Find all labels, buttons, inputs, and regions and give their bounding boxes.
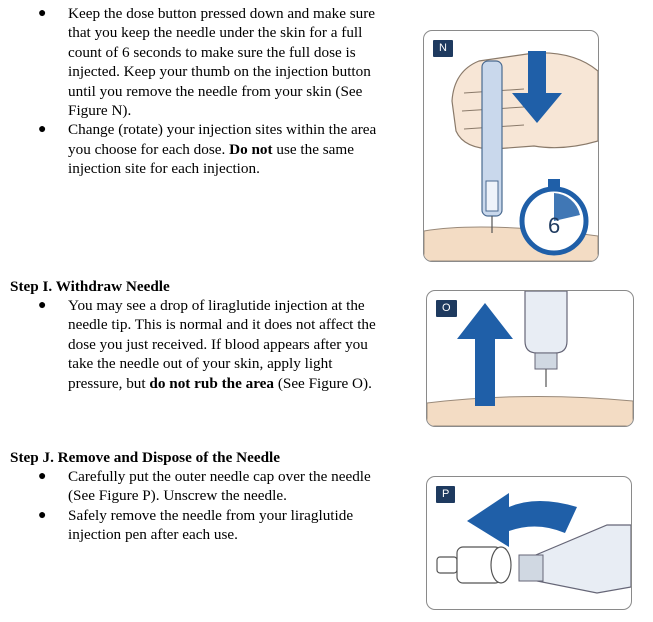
step-i-heading: Step I. Withdraw Needle	[10, 278, 170, 295]
figure-label: O	[436, 300, 457, 317]
text-run: Change (rotate) your injection sites within the area you choose for each dose.	[68, 121, 377, 158]
bullet-icon: ●	[38, 469, 47, 484]
bold-text: Do not	[229, 140, 273, 158]
step-i-bullets	[38, 296, 388, 393]
figure-n-illustration	[424, 31, 598, 261]
bullet-text	[68, 5, 375, 119]
list-item	[38, 120, 388, 178]
list-item	[38, 506, 388, 545]
figure-o-illustration	[427, 291, 633, 426]
bold-text: do not rub the area	[149, 374, 275, 392]
bullet-text	[68, 121, 376, 177]
bullet-text	[68, 297, 376, 392]
figure-o	[426, 290, 634, 427]
bullet-icon: ●	[38, 6, 47, 21]
text-run: (See Figure O).	[274, 374, 372, 392]
bullet-text	[68, 507, 353, 543]
bullet-text	[68, 468, 371, 504]
figure-n	[423, 30, 599, 262]
figure-p	[426, 476, 632, 610]
bullet-icon: ●	[38, 507, 47, 523]
bullet-icon: ●	[38, 122, 47, 138]
figure-p-illustration	[427, 477, 631, 609]
text-run: You may see a drop of liraglutide injection at the needle tip. This is normal and it does not affect the dose you just received. If blood appears after you take the needle out of your skin, apply light pressure, but	[68, 297, 376, 392]
list-item	[38, 296, 388, 393]
step-j-heading: Step J. Remove and Dispose of the Needle	[10, 449, 280, 466]
text-run: Carefully put the outer needle cap over the needle (See Figure P). Unscrew the needle.	[68, 468, 371, 505]
timer-number: 6	[548, 213, 561, 238]
text-run: use the same injection site for each injection.	[68, 140, 354, 178]
step-j-bullets	[38, 467, 388, 545]
text-run: Keep the dose button pressed down and make sure that you keep the needle under the skin for a full count of 6 seconds to make sure the full dose is injected. Keep your thumb on the injection button until you remove the needle from your skin (See Figure N).	[68, 5, 376, 120]
list-item	[38, 4, 388, 120]
section-n-bullets	[38, 4, 388, 179]
list-item	[38, 467, 388, 506]
figure-label: N	[433, 40, 453, 57]
figure-label: P	[436, 486, 455, 503]
bullet-icon: ●	[38, 298, 47, 313]
text-run: Safely remove the needle from your liraglutide injection pen after each use.	[68, 506, 354, 544]
